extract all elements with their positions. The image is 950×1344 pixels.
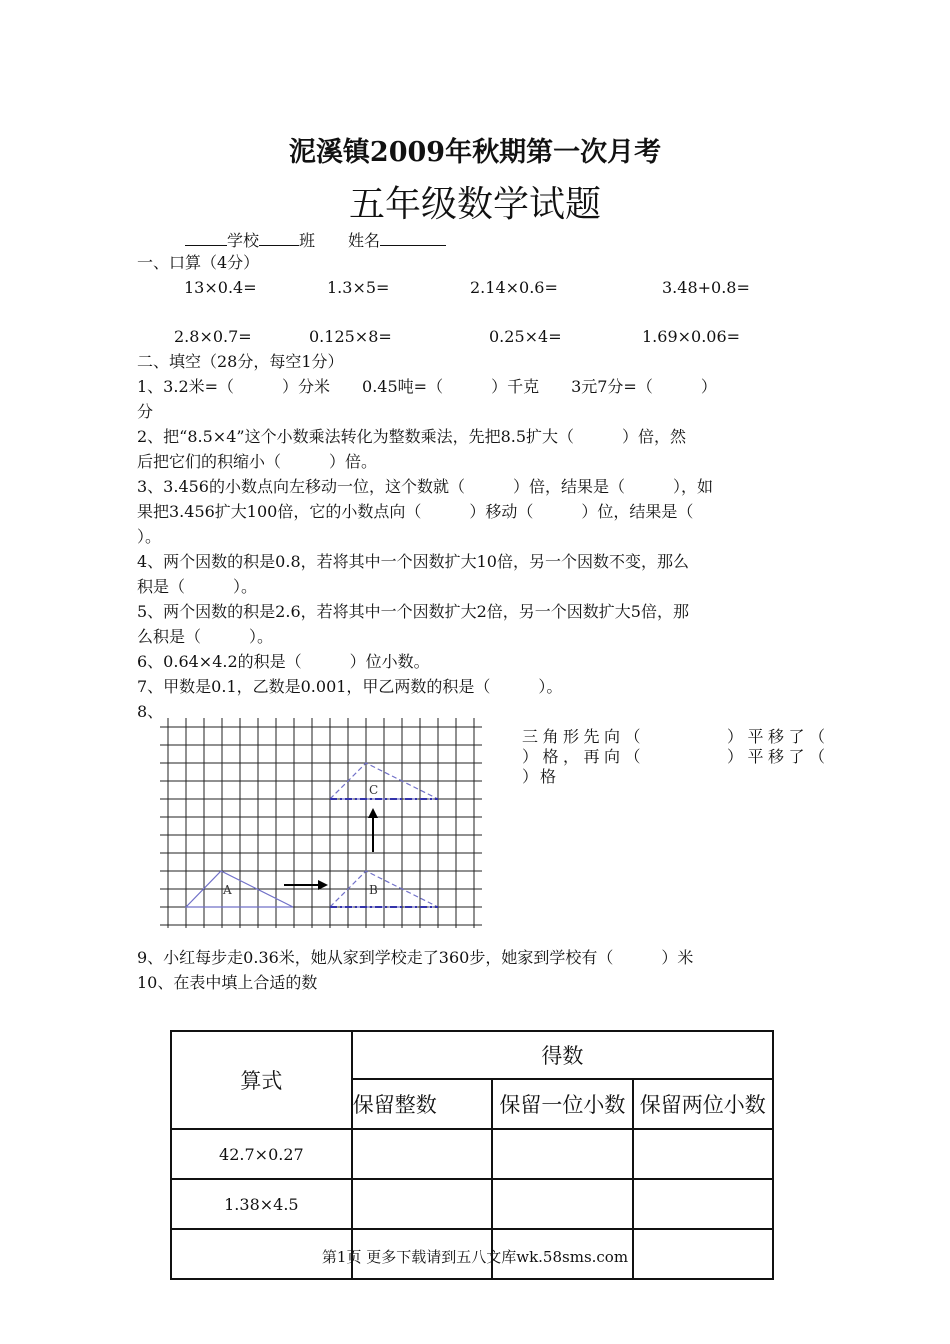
q8-description bbox=[522, 727, 827, 787]
answer-cell[interactable] bbox=[352, 1129, 492, 1179]
q8-line: ）格，再向（ ）平移了（ bbox=[522, 747, 827, 766]
answer-cell[interactable] bbox=[633, 1129, 773, 1179]
school-blank[interactable] bbox=[185, 229, 227, 246]
formula-header: 算式 bbox=[171, 1031, 352, 1129]
question-10: 10、在表中填上合适的数 bbox=[137, 973, 318, 992]
sub-header: 保留整数 bbox=[352, 1079, 492, 1129]
question-9: 9、小红每步走0.36米，她从家到学校走了360步，她家到学校有（ ）米 bbox=[137, 948, 694, 967]
oral-calc-item: 2.14×0.6= bbox=[470, 278, 558, 297]
table-row bbox=[171, 1129, 773, 1179]
answer-cell[interactable] bbox=[352, 1179, 492, 1229]
question-line: 3、3.456的小数点向左移动一位，这个数就（ ）倍，结果是（ ），如 bbox=[137, 477, 713, 496]
question-line: 7、甲数是0.1，乙数是0.001，甲乙两数的积是（ ）。 bbox=[137, 677, 563, 696]
grid-lines bbox=[160, 718, 482, 928]
sub-header: 保留两位小数 bbox=[633, 1079, 773, 1129]
oral-calc-item: 0.125×8= bbox=[309, 327, 392, 346]
student-info-line bbox=[185, 229, 446, 251]
class-label: 班 bbox=[299, 231, 316, 250]
arrow-up-head bbox=[368, 808, 378, 818]
class-blank[interactable] bbox=[259, 229, 299, 246]
question-line: 分 bbox=[137, 402, 154, 421]
question-line: 果把3.456扩大100倍，它的小数点向（ ）移动（ ）位，结果是（ bbox=[137, 502, 694, 521]
question-line: 5、两个因数的积是2.6，若将其中一个因数扩大2倍，另一个因数扩大5倍，那 bbox=[137, 602, 689, 621]
name-label: 姓名 bbox=[348, 231, 381, 250]
translation-grid-figure bbox=[160, 718, 486, 930]
exam-title: 泥溪镇2009年秋期第一次月考 bbox=[288, 137, 662, 168]
table-row bbox=[171, 1179, 773, 1229]
question-line: 6、0.64×4.2的积是（ ）位小数。 bbox=[137, 652, 430, 671]
question-line: 么积是（ ）。 bbox=[137, 627, 274, 646]
formula-cell: 1.38×4.5 bbox=[171, 1179, 352, 1229]
oral-calc-item: 1.3×5= bbox=[327, 278, 390, 297]
page-footer: 第1页 更多下载请到五八文库wk.58sms.com bbox=[321, 1248, 629, 1266]
formula-cell: 42.7×0.27 bbox=[171, 1129, 352, 1179]
section1-heading: 一、口算（4分） bbox=[137, 253, 260, 272]
question-line: 2、把“8.5×4”这个小数乘法转化为整数乘法，先把8.5扩大（ ）倍，然 bbox=[137, 427, 687, 446]
sub-header: 保留一位小数 bbox=[492, 1079, 632, 1129]
q8-line: ）格 bbox=[522, 767, 559, 786]
question-line: 积是（ ）。 bbox=[137, 577, 258, 596]
oral-calc-item: 0.25×4= bbox=[489, 327, 562, 346]
result-header: 得数 bbox=[352, 1031, 773, 1079]
label-b: B bbox=[369, 883, 378, 897]
school-label: 学校 bbox=[227, 231, 260, 250]
q8-line: 三角形先向（ ）平移了（ bbox=[522, 727, 827, 746]
name-blank[interactable] bbox=[380, 229, 446, 246]
section2-heading: 二、填空（28分，每空1分） bbox=[137, 352, 344, 371]
oral-calc-item: 2.8×0.7= bbox=[174, 327, 252, 346]
answer-cell[interactable] bbox=[492, 1129, 632, 1179]
question-line: 8、 bbox=[137, 702, 164, 721]
oral-calc-item: 1.69×0.06= bbox=[642, 327, 741, 346]
oral-calc-item: 13×0.4= bbox=[184, 278, 257, 297]
rounding-table bbox=[170, 1030, 774, 1280]
answer-cell[interactable] bbox=[633, 1179, 773, 1229]
question-line: 4、两个因数的积是0.8，若将其中一个因数扩大10倍，另一个因数不变，那么 bbox=[137, 552, 689, 571]
oral-calc-item: 3.48+0.8= bbox=[662, 278, 750, 297]
question-line: ）。 bbox=[137, 527, 162, 546]
label-a: A bbox=[223, 883, 232, 897]
label-c: C bbox=[369, 783, 379, 797]
question-line: 1、3.2米=（ ）分米 0.45吨=（ ）千克 3元7分=（ ） bbox=[137, 377, 717, 396]
question-line: 后把它们的积缩小（ ）倍。 bbox=[137, 452, 378, 471]
answer-cell[interactable] bbox=[492, 1179, 632, 1229]
exam-subtitle: 五年级数学试题 bbox=[348, 184, 601, 225]
